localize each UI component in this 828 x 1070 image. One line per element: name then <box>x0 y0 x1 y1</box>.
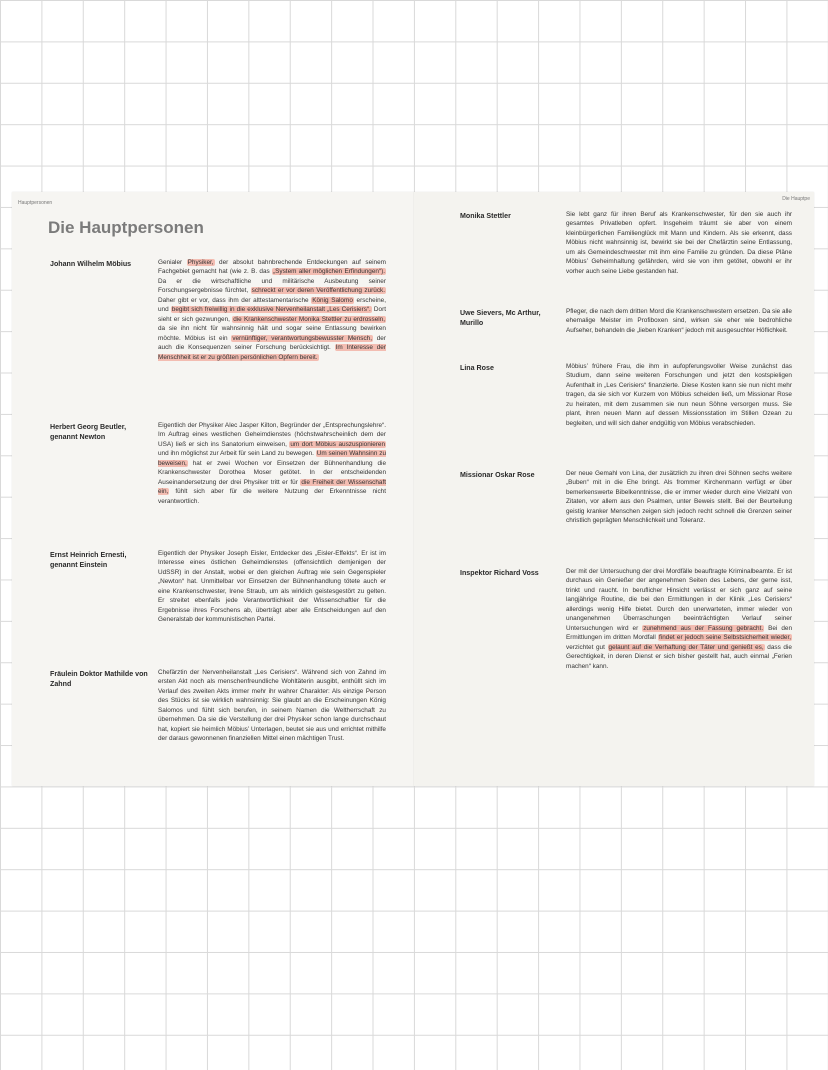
character-name: Uwe Sievers, Mc Arthur, Murillo <box>460 309 541 327</box>
highlighted-text: Physiker, <box>187 259 214 266</box>
page-title: Die Hauptpersonen <box>48 218 204 237</box>
text-segment: Möbius’ frühere Frau, die ihm in aufopferungsvoller Weise zunächst das Studium, dann seine weiteren Forschungen und jetzt den kostspieligen Aufenthalt in „Les Cerisiers“ finanzierte. Diese Kosten kann sie nun nicht mehr tragen, da sie sich vor Kurzem von Möbius scheiden ließ, um Missionar Rose zu heiraten, mit dem zusammen sie nun neun Söhne versorgen muss. Sie plant, ihren neuen Mann auf dessen Missionsstation im Stillen Ozean zu begleiten, und will sich daher endgültig von Möbius verabschieden. <box>566 363 792 427</box>
text-segment: Chefärztin der Nervenheilanstalt „Les Cerisiers“. Während sich von Zahnd im ersten Akt noch als menschenfreundliche Wohltäterin ausgibt, enthüllt sich im Verlauf des zweiten Akts immer mehr ihr wahrer Charakter: Als einzige Person des Stücks ist sie wirklich wahnsinnig: Sie glaubt an die Erscheinungen König Salomos und fühlt sich berufen, in seinem Namen die Weltherrschaft zu übernehmen. Da sie die Verstellung der drei Physiker schon lange durchschaut hat, kopiert sie heimlich Möbius’ Unterlagen, beutet sie aus und errichtet mithilfe der daraus gewonnenen finanziellen Mittel einen mächtigen Trust. <box>158 669 386 743</box>
character-description <box>158 549 386 625</box>
character-name: Ernst Heinrich Ernesti, genannt Einstein <box>50 551 127 569</box>
text-segment: erscheine, und <box>158 296 386 314</box>
text-segment: Genialer <box>158 259 187 266</box>
character-name: Lina Rose <box>460 364 494 372</box>
character-name: Johann Wilhelm Möbius <box>50 260 132 268</box>
text-segment: da sie ihn nicht für wahnsinnig hält und sogar seine Entlassung bewirken möchte. Möbius ist ein <box>158 325 386 342</box>
running-head-right: Die Hauptpe <box>782 196 810 202</box>
text-segment: hat er zwei Wochen vor Einsetzen der Bühnenhandlung die Krankenschwester Dorothea Moser getötet. In der entscheidenden Auseinandersetzung der drei Physiker tritt er für <box>158 459 386 486</box>
text-segment: Daher gibt er vor, dass ihm der alttestamentarische <box>158 296 312 304</box>
highlighted-text: um dort Möbius auszuspionieren <box>290 440 385 448</box>
left-page <box>12 192 414 786</box>
highlighted-text: die Freiheit der Wissenschaft ein, <box>158 478 387 496</box>
character-description <box>566 567 792 671</box>
highlighted-text: Um seinen Wahnsinn zu beweisen, <box>158 450 386 467</box>
text-segment: Eigentlich der Physiker Alec Jasper Kilton, Begründer der „Entsprechungslehre“. Im Auftrag eines westlichen Geheimdienstes (höchstwahrscheinlich dem der USA) ließ er sich ins Sanatorium einweisen, <box>158 422 386 448</box>
running-head-left: Hauptpersonen <box>18 200 53 206</box>
character-name: Herbert Georg Beutler, genannt Newton <box>50 423 127 441</box>
highlighted-text: schreckt er vor deren Veröffentlichung zurück. <box>251 287 385 295</box>
character-description <box>158 668 386 744</box>
character-description <box>566 307 792 335</box>
text-segment: Bei den Ermittlungen im dritten Mordfall <box>566 624 793 642</box>
text-segment: Da er die wirtschaftliche und militärische Ausbeutung seiner Forschungsergebnisse fürchtet, <box>158 277 386 295</box>
highlighted-text: zunehmend aus der Fassung gebracht. <box>643 624 764 632</box>
character-description <box>158 258 386 362</box>
highlighted-text: „System aller möglichen Erfindungen“). <box>273 268 385 276</box>
highlighted-text: gelaunt auf die Verhaftung der Täter und genießt es, <box>608 643 764 651</box>
text-segment: fühlt sich aber für die weitere Nutzung der Erkenntnisse nicht verantwortlich. <box>158 488 386 505</box>
text-segment: dass die Gerechtigkeit, in deren Dienst er sich bisher gestellt hat, auch einmal „Ferien machen“ kann. <box>566 643 792 670</box>
text-segment: Pfleger, die nach dem dritten Mord die Krankenschwestern ersetzen. Da sie alle ehemalige Meister im Profiboxen sind, wirken sie eher wie bedrohliche Aufseher, behandeln die „lieben Kranken“ jedoch mit ausgesuchter Höflichkeit. <box>566 308 792 334</box>
character-name: Inspektor Richard Voss <box>460 569 539 577</box>
text-segment: der auch die Konsequenzen seiner Forschung berücksichtigt. <box>158 334 386 352</box>
text-segment: Der neue Gemahl von Lina, der zusätzlich zu ihren drei Söhnen sechs weitere „Buben“ mit in die Ehe bringt. Als frommer Kirchenmann verfügt er über bemerkenswerte Bibelkenntnisse, die er immer wieder durch eine Vielzahl von Zitaten, vor allem aus den Psalmen, unter Beweis stellt. Bei der Beurteilung geistig kranker Menschen zeigen sich jedoch recht schnell die Grenzen seiner christlich geprägten Menschlichkeit und Toleranz. <box>566 470 792 525</box>
highlighted-text: vernünftiger, verantwortungsbewusster Mensch, <box>232 334 372 342</box>
highlighted-text: findet er jedoch seine Selbstsicherheit wieder, <box>659 634 791 642</box>
right-page <box>414 192 814 786</box>
character-name: Missionar Oskar Rose <box>460 471 535 479</box>
highlighted-text: die Krankenschwester Monika Stettler zu erdrosseln, <box>233 315 385 323</box>
highlighted-text: begibt sich freiwillig in die exklusive Nervenheilanstalt „Les Cerisiers“. <box>171 306 371 314</box>
highlighted-text: Im Interesse der Menschheit ist er zu größten persönlichen Opfern bereit. <box>158 344 386 361</box>
text-segment: Eigentlich der Physiker Joseph Eisler, Entdecker des „Eisler-Effekts“. Er ist im Interesse eines östlichen Geheimdienstes (offensichtlich demjenigen der UdSSR) in der Anstalt, wobei er den gleichen Auftrag wie sein Gegenspieler „Newton“ hat. Unmittelbar vor Einsetzen der Bühnenhandlung tötete auch er eine Krankenschwester, Irene Straub, um als wirklich geistesgestört zu gelten. Er streitet ebenfalls jede Verantwortlichkeit der Wissenschaftler für die Ergebnisse ihres Forschens ab, überträgt aber alle Entscheidungen auf den Generalstab der kommunistischen Partei. <box>158 550 386 624</box>
highlighted-text: König Salomo <box>312 296 353 304</box>
character-description <box>158 421 386 506</box>
character-description <box>566 210 792 276</box>
text-segment: Sie lebt ganz für ihren Beruf als Krankenschwester, für den sie auch ihr gesamtes Privatleben opfert. Insgeheim träumt sie aber von einem kleinbürgerlichen Familienglück mit Mann und Kindern. Als sie erkennt, dass Möbius nicht wahnsinnig ist, bewirkt sie bei der Chefärztin seine Entlassung, um als Gemeindeschwester mit ihm eine Familie zu gründen. Da diese Pläne Möbius’ Geheimhaltung gefährden, wird sie von ihm getötet, obwohl er ihr vorher auch seine Liebe gestanden hat. <box>566 211 792 275</box>
text-segment: und ihn möglichst zur Arbeit für sein Land zu bewegen. <box>158 450 316 458</box>
character-description <box>566 469 792 526</box>
character-name: Monika Stettler <box>460 212 511 220</box>
character-name: Fräulein Doktor Mathilde von Zahnd <box>50 670 148 688</box>
character-description <box>566 362 792 428</box>
text-segment: Der mit der Untersuchung der drei Mordfälle beauftragte Kriminalbeamte. Er ist durchaus ein Genießer der angenehmen Seiten des Lebens, der gerne isst, trinkt und raucht. In beruflicher Hinsicht verlässt er sich ganz auf seine langjährige Routine, die bei den Ermittlungen in der Klinik „Les Cerisiers“ allerdings wenig Hilfe bietet. Durch den unerwarteten, immer wieder von unangenehmen Überraschungen beeinträchtigten Verlauf seiner Untersuchungen wird er <box>566 568 792 632</box>
text-segment: Dort sieht er sich gezwungen, <box>158 306 386 323</box>
text-segment: verzichtet gut <box>566 643 608 651</box>
text-segment: der absolut bahnbrechende Entdeckungen auf seinem Fachgebiet gemacht hat (wie z. B. das <box>158 259 386 276</box>
